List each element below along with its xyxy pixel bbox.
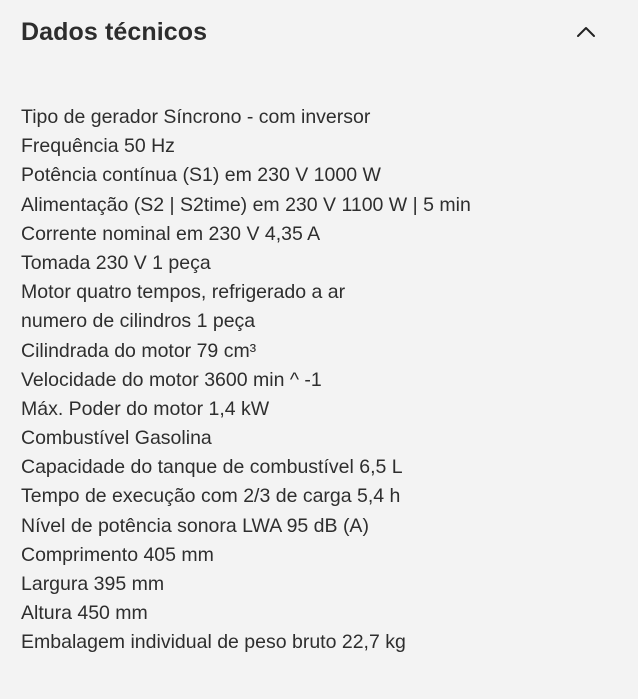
spec-item: Corrente nominal em 230 V 4,35 A	[21, 222, 321, 245]
spec-item: Capacidade do tanque de combustível 6,5 L	[21, 456, 403, 479]
spec-item: Combustível Gasolina	[21, 427, 212, 450]
spec-item: Largura 395 mm	[21, 573, 165, 595]
spec-item: Cilindrada do motor 79 cm³	[21, 339, 257, 362]
spec-item: Tipo de gerador Síncrono - com inversor	[21, 106, 371, 128]
spec-item: Potência contínua (S1) em 230 V 1000 W	[21, 164, 381, 187]
spec-item: Tomada 230 V 1 peça	[21, 251, 211, 274]
collapse-toggle-button[interactable]	[566, 14, 606, 50]
spec-item: numero de cilindros 1 peça	[21, 310, 256, 333]
chevron-up-icon	[574, 20, 598, 44]
spec-item: Embalagem individual de peso bruto 22,7 kg	[21, 631, 406, 654]
spec-list	[21, 103, 471, 658]
spec-item: Frequência 50 Hz	[21, 135, 175, 158]
accordion-header[interactable]	[0, 0, 638, 64]
spec-item: Motor quatro tempos, refrigerado a ar	[21, 281, 346, 304]
section-title: Dados técnicos	[21, 18, 208, 46]
spec-item: Velocidade do motor 3600 min ^ -1	[21, 368, 322, 391]
spec-item: Altura 450 mm	[21, 602, 148, 625]
spec-item: Comprimento 405 mm	[21, 543, 214, 566]
spec-item: Nível de potência sonora LWA 95 dB (A)	[21, 514, 369, 537]
spec-item: Alimentação (S2 | S2time) em 230 V 1100 W | 5 min	[21, 193, 471, 216]
spec-item: Máx. Poder do motor 1,4 kW	[21, 397, 270, 420]
spec-item: Tempo de execução com 2/3 de carga 5,4 h	[21, 485, 401, 508]
